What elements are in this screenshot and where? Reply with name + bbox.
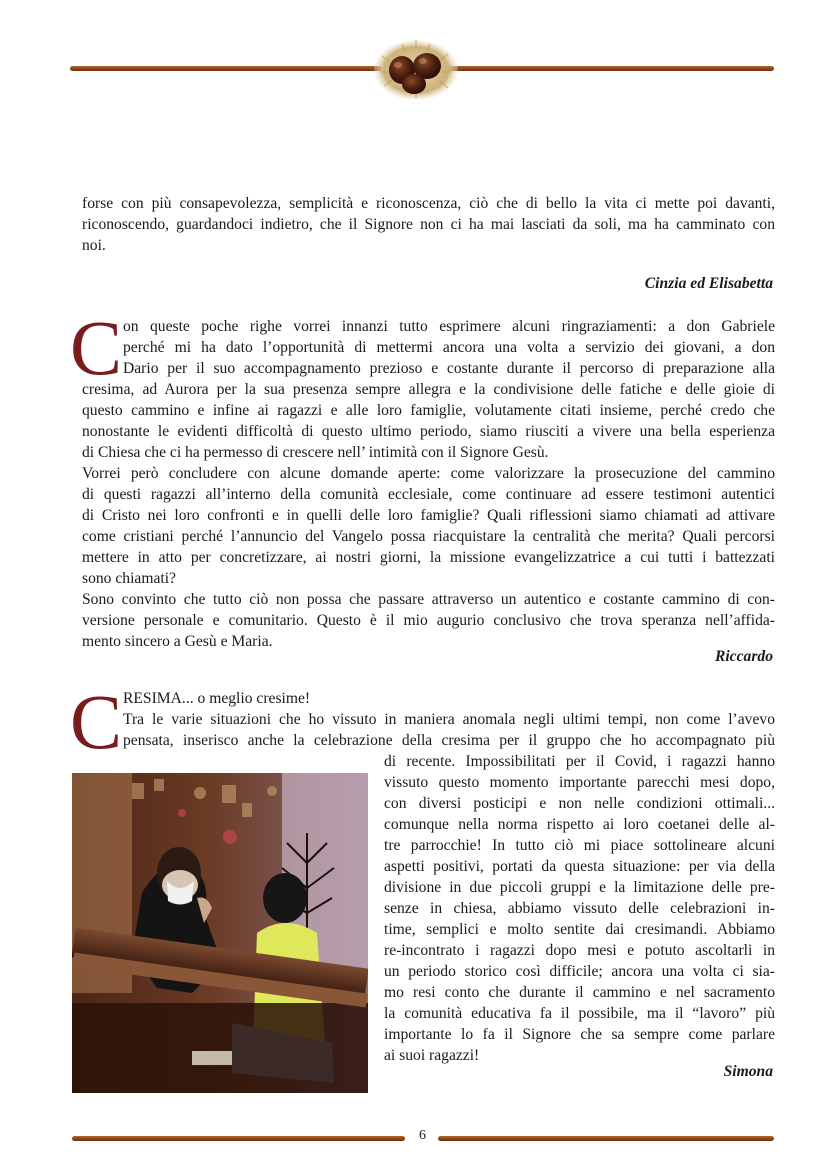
text-line: sono chiamati? (82, 570, 176, 587)
text-line: di Cristo nei loro confronti e in quelli delle loro famiglie? Quali riflessioni siamo chiamati ad attivare (82, 507, 775, 524)
text-line: la comunità educativa fa il possibile, ma il “lavoro” più (384, 1005, 775, 1022)
text-line: perché mi ha dato l’opportunità di mettermi ancora una volta a servizio dei giovani, a don (123, 339, 775, 356)
text-line: riconoscendo, guardandoci indietro, che il Signore non ci ha mai lasciati da soli, ma ha camminato con (82, 216, 775, 233)
text-line: come cristiani perché l’annuncio del Vangelo possa riacquistare la centralità che merita? Quali percorsi (82, 528, 775, 545)
riccardo-paragraph (82, 316, 775, 652)
text-line: importante lo fa il Signore che sa sempre come parlare (384, 1026, 775, 1043)
text-line: di Chiesa che ci ha permesso di crescere nell’ intimità con il Signore Gesù. (82, 444, 549, 461)
text-line: on queste poche righe vorrei innanzi tutto esprimere alcuni ringraziamenti: a don Gabriele (123, 318, 775, 335)
continuation-paragraph (82, 193, 775, 256)
drop-cap: C (70, 304, 123, 391)
signature-simona: Simona (723, 1063, 773, 1080)
text-line: con diversi posticipi e non nelle condizioni ottimali... (384, 795, 775, 812)
text-line: mettere in atto per concretizzare, ai nostri giorni, la missione evangelizzatrice a cui tutti i battezzati (82, 549, 775, 566)
church-photo (72, 773, 368, 1093)
top-decorative-rule-left (70, 66, 382, 71)
bottom-decorative-rule-right (438, 1136, 774, 1141)
text-line: Tra le varie situazioni che ho vissuto in maniera anomala negli ultimi tempi, non come l’avevo (123, 711, 775, 728)
text-line: Sono convinto che tutto ciò non possa che passare attraverso un autentico e costante cammino di con- (82, 591, 775, 608)
text-line: versione personale e comunitario. Questo è il mio augurio conclusivo che trova speranza nell’affida- (82, 612, 775, 629)
text-line: re-incontrato i ragazzi dopo mesi e potuto ascoltarli in (384, 942, 775, 959)
top-decorative-rule-right (448, 66, 774, 71)
signature-cinzia-elisabetta: Cinzia ed Elisabetta (644, 275, 773, 292)
drop-cap: C (70, 678, 123, 765)
simona-paragraph-right (384, 751, 775, 1066)
text-line: Vorrei però concludere con alcune domande aperte: come valorizzare la prosecuzione del cammino (82, 465, 775, 482)
text-line: noi. (82, 237, 106, 254)
text-line: un periodo storico così difficile; ancora una volta ci sia- (384, 963, 775, 980)
text-line: mento sincero a Gesù e Maria. (82, 633, 273, 650)
bottom-decorative-rule-left (72, 1136, 405, 1141)
text-line: divisione in due piccoli gruppi e la limitazione delle pre- (384, 879, 775, 896)
page-number: 6 (415, 1128, 430, 1144)
text-line: Dario per il suo accompagnamento prezioso e costante durante il percorso di preparazione alla (123, 360, 775, 377)
text-line: tre parrocchie! In tutto ciò mi piace sottolineare alcuni (384, 837, 775, 854)
signature-riccardo: Riccardo (714, 648, 773, 665)
text-line: cresima, ad Aurora per la sua presenza sempre allegra e la condivisione delle fatiche e delle gioie di (82, 381, 775, 398)
text-line: di recente. Impossibilitati per il Covid, i ragazzi hanno (384, 753, 775, 770)
text-line: questo cammino e infine ai ragazzi e alle loro famiglie, volutamente citati insieme, perché credo che (82, 402, 775, 419)
text-line: vissuto questo momento importante parecchi mesi dopo, (384, 774, 775, 791)
text-line: forse con più consapevolezza, semplicità e riconoscenza, ciò che di bello la vita ci mette poi davanti, (82, 195, 775, 212)
chestnut-emblem-icon (372, 36, 460, 102)
text-line: pensata, inserisco anche la celebrazione della cresima per il gruppo che ho accompagnato più (123, 732, 775, 749)
text-line: mo resi conto che durante il cammino e nel sacramento (384, 984, 775, 1001)
simona-paragraph-top (82, 688, 775, 751)
text-line: ai suoi ragazzi! (384, 1047, 480, 1064)
text-line: senze in chiesa, abbiamo vissuto delle celebrazioni in- (384, 900, 775, 917)
text-line: nonostante le evidenti difficoltà di questo ultimo periodo, siamo riusciti a vivere una bella esperienza (82, 423, 775, 440)
text-line: di questi ragazzi all’interno della comunità ecclesiale, come continuare ad essere testimoni autentici (82, 486, 775, 503)
text-line: aspetti positivi, portati da questa situazione: per via della (384, 858, 775, 875)
text-line: time, semplici e molto sentite dai cresimandi. Abbiamo (384, 921, 775, 938)
text-line: comunque nella norma rispetto ai loro coetanei delle al- (384, 816, 775, 833)
text-line: RESIMA... o meglio cresime! (123, 690, 311, 707)
